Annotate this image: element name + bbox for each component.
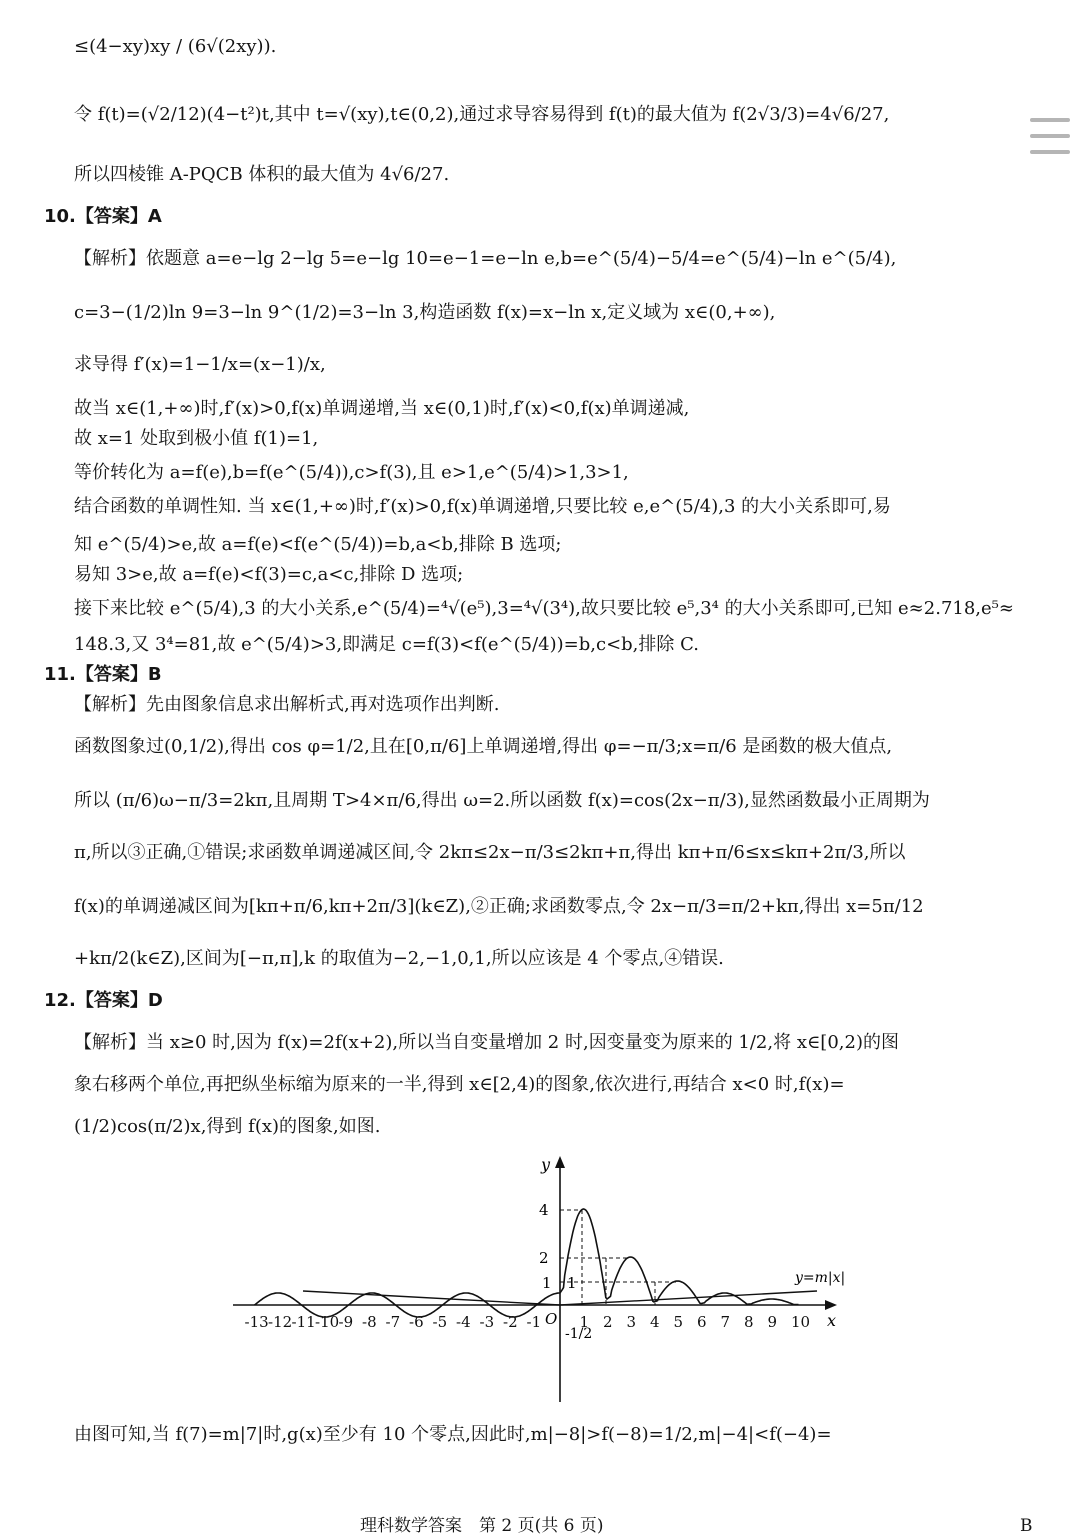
y-tick-2: 2 (539, 1249, 549, 1267)
text-line-13: 易知 3>e,故 a=f(e)<f(3)=c,a<c,排除 D 选项; (74, 564, 464, 585)
x-tick-label: -10 (315, 1313, 340, 1331)
text-line-7: 求导得 f′(x)=1−1/x=(x−1)/x, (74, 354, 326, 375)
text-line-14: 接下来比较 e^(5/4),3 的大小关系,e^(5/4)=⁴√(e⁵),3=⁴√(3⁴),故只要比较 e⁵,3⁴ 的大小关系即可,已知 e≈2.718,e⁵≈ (74, 598, 1014, 619)
x-tick-label: -3 (479, 1313, 495, 1331)
x-tick-label: -6 (409, 1313, 424, 1331)
text-line-18: 函数图象过(0,1/2),得出 cos φ=1/2,且在[0,π/6]上单调递增,得出 φ=−π/3;x=π/6 是函数的极大值点, (74, 736, 893, 757)
text-line-2: 令 f(t)=(√2/12)(4−t²)t,其中 t=√(xy),t∈(0,2),通过求导容易得到 f(t)的最大值为 f(2√3/3)=4√6/27, (74, 104, 890, 125)
text-line-21: f(x)的单调递减区间为[kπ+π/6,kπ+2π/3](k∈Z),②正确;求函数零点,令 2x−π/3=π/2+kπ,得出 x=5π/12 (74, 896, 924, 917)
answer-heading-11: 11.【答案】B (44, 664, 162, 685)
x-tick-label: 1 (579, 1313, 590, 1331)
text-line-22: +kπ/2(k∈Z),区间为[−π,π],k 的取值为−2,−1,0,1,所以应该是 4 个零点,④错误. (74, 948, 724, 969)
text-line-15: 148.3,又 3⁴=81,故 e^(5/4)>3,即满足 c=f(3)<f(e^(5/4))=b,c<b,排除 C. (74, 634, 699, 655)
answer-heading-12: 12.【答案】D (44, 990, 163, 1011)
neg-half-label: -1/2 (565, 1326, 593, 1342)
x-axis-arrow (825, 1300, 837, 1310)
text-line-5: 【解析】依题意 a=e−lg 2−lg 5=e−lg 10=e−1=e−ln e,b=e^(5/4)−5/4=e^(5/4)−ln e^(5/4), (74, 248, 897, 269)
x-tick-label: 2 (603, 1313, 613, 1331)
x-tick-label: -8 (362, 1313, 377, 1331)
x-tick-label: -12 (268, 1313, 293, 1331)
page-footer-right: B (1020, 1516, 1033, 1536)
x-tick-label: -9 (338, 1313, 354, 1331)
text-line-25: 象右移两个单位,再把纵坐标缩为原来的一半,得到 x∈[2,4)的图象,依次进行,再结合 x<0 时,f(x)= (74, 1074, 845, 1095)
y-tick-1-left: 1 (542, 1274, 552, 1292)
line-left-branch (303, 1291, 560, 1305)
function-curve (255, 1209, 799, 1317)
x-tick-label: 5 (673, 1313, 684, 1331)
x-axis-label: x (827, 1311, 837, 1330)
origin-label: O (545, 1310, 558, 1328)
text-line-26: (1/2)cos(π/2)x,得到 f(x)的图象,如图. (74, 1116, 381, 1137)
text-line-6: c=3−(1/2)ln 9=3−ln 9^(1/2)=3−ln 3,构造函数 f(x)=x−ln x,定义域为 x∈(0,+∞), (74, 302, 776, 323)
text-line-10: 等价转化为 a=f(e),b=f(e^(5/4)),c>f(3),且 e>1,e^(5/4)>1,3>1, (74, 462, 629, 483)
line-label: y=m|x| (795, 1270, 846, 1286)
x-tick-label: -13 (244, 1313, 269, 1331)
x-tick-label: -2 (503, 1313, 518, 1331)
x-tick-label: -4 (456, 1313, 471, 1331)
line-right-branch (560, 1291, 817, 1305)
text-line-9: 故 x=1 处取到极小值 f(1)=1, (74, 428, 319, 449)
page-footer: 理科数学答案 第 2 页(共 6 页) (360, 1516, 604, 1536)
answer-heading-10: 10.【答案】A (44, 206, 162, 227)
x-tick-label: 9 (767, 1313, 778, 1331)
x-tick-label: 10 (791, 1313, 811, 1331)
x-tick-label: -7 (385, 1313, 401, 1331)
function-graph (225, 1148, 865, 1410)
x-tick-label: 6 (697, 1313, 707, 1331)
x-tick-label: 8 (744, 1313, 754, 1331)
text-line-8: 故当 x∈(1,+∞)时,f′(x)>0,f(x)单调递增,当 x∈(0,1)时,f′(x)<0,f(x)单调递减, (74, 398, 690, 419)
x-tick-label: -5 (432, 1313, 448, 1331)
y-tick-4: 4 (539, 1201, 549, 1219)
text-line-27: 由图可知,当 f(7)=m|7|时,g(x)至少有 10 个零点,因此时,m|−8|>f(−8)=1/2,m|−4|<f(−4)= (74, 1424, 832, 1445)
text-line-17: 【解析】先由图象信息求出解析式,再对选项作出判断. (74, 694, 500, 715)
x-tick-label: -11 (291, 1313, 316, 1331)
text-line-20: π,所以③正确,①错误;求函数单调递减区间,令 2kπ≤2x−π/3≤2kπ+π,得出 kπ+π/6≤x≤kπ+2π/3,所以 (74, 842, 906, 863)
text-line-12: 知 e^(5/4)>e,故 a=f(e)<f(e^(5/4))=b,a<b,排除 B 选项; (74, 534, 562, 555)
y-axis-label: y (541, 1155, 551, 1174)
x-tick-label: 3 (626, 1313, 637, 1331)
x-tick-label: 4 (650, 1313, 660, 1331)
x-tick-label: 7 (720, 1313, 731, 1331)
menu-icon[interactable] (1030, 118, 1070, 158)
text-line-24: 【解析】当 x≥0 时,因为 f(x)=2f(x+2),所以当自变量增加 2 时,因变量变为原来的 1/2,将 x∈[0,2)的图 (74, 1032, 899, 1053)
text-line-1: ≤(4−xy)xy / (6√(2xy)). (74, 36, 277, 57)
text-line-3: 所以四棱锥 A-PQCB 体积的最大值为 4√6/27. (74, 164, 450, 185)
text-line-19: 所以 (π/6)ω−π/3=2kπ,且周期 T>4×π/6,得出 ω=2.所以函数 f(x)=cos(2x−π/3),显然函数最小正周期为 (74, 790, 930, 811)
text-line-11: 结合函数的单调性知. 当 x∈(1,+∞)时,f′(x)>0,f(x)单调递增,只要比较 e,e^(5/4),3 的大小关系即可,易 (74, 496, 891, 517)
y-axis-arrow (555, 1156, 565, 1168)
y-tick-1-right: 1 (567, 1274, 577, 1292)
x-tick-label: -1 (526, 1313, 542, 1331)
